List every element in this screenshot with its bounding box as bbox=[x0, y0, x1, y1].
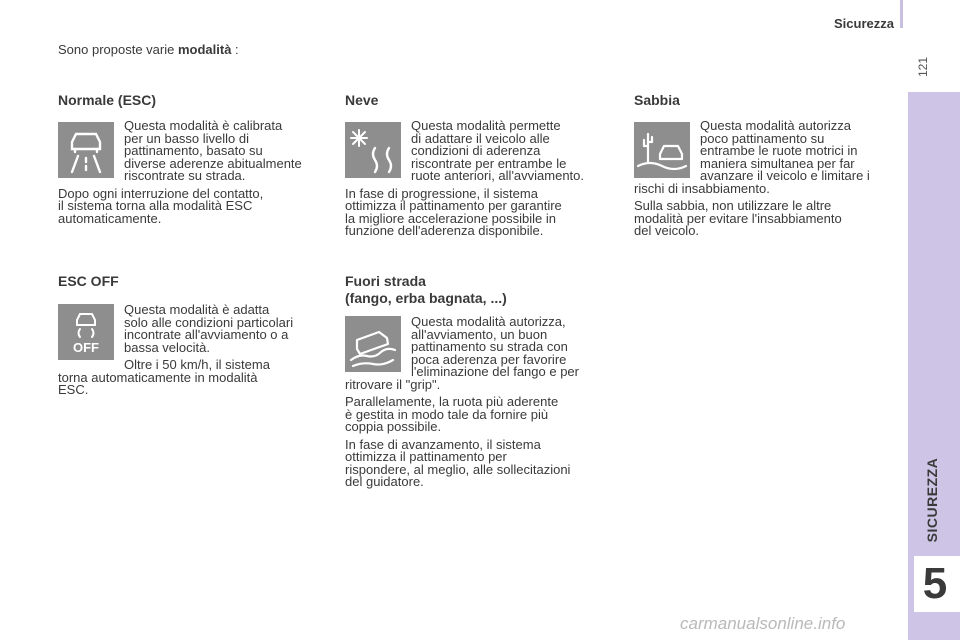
page-header-title: Sicurezza bbox=[834, 16, 894, 31]
section-title-normale: Normale (ESC) bbox=[58, 92, 157, 108]
header-divider bbox=[900, 0, 903, 28]
section-title-sabbia: Sabbia bbox=[634, 92, 680, 108]
intro-bold: modalità bbox=[177, 42, 232, 57]
neve-description: Questa modalità permette di adattare il veicolo alle condizioni di aderenza riscontrate per entrambe le ruote anteriori, all'avviamento. In fase di progressione, il sistema ottimizza il pattinamento per garantire la migliore accelerazione possibile in funzione dell'aderenza disponibile. bbox=[345, 118, 585, 238]
normale-description: Questa modalità è calibrata per un basso livello di pattinamento, basato su diverse aderenze abitualmente riscontrate su strada. Dopo ogni interruzione del contatto, il sistema torna alla modalità ESC automaticamente. bbox=[58, 118, 302, 226]
chapter-label: SICUREZZA bbox=[924, 457, 940, 543]
fuori-strada-description: Questa modalità autorizza, all'avviamento, un buon pattinamento su strada con poca aderenza per favorire l'eliminazione del fango e per ritrovare il "grip". Parallelamente, la ruota più aderente è gestita in modo tale da fornire più coppia possibile. In fase di avanzamento, il sistema ottimizza il pattinamento per rispondere, al meglio, alle sollecitazioni del guidatore. bbox=[345, 314, 579, 489]
section-title-neve: Neve bbox=[345, 92, 379, 108]
watermark: carmanualsonline.info bbox=[680, 614, 846, 633]
svg-text:OFF: OFF bbox=[73, 340, 99, 355]
chapter-number: 5 bbox=[922, 559, 948, 608]
esc-off-description: Questa modalità è adatta solo alle condizioni particolari incontrate all'avviamento o a bassa velocità. Oltre i 50 km/h, il sistema torna automaticamente in modalità ESC. bbox=[58, 302, 294, 397]
section-title-esc-off: ESC OFF bbox=[58, 273, 119, 289]
page-number: 121 bbox=[916, 56, 930, 78]
sabbia-description: Questa modalità autorizza poco pattinamento su entrambe le ruote motrici in maniera simultanea per far avanzare il veicolo e limitare i rischi di insabbiamento. Sulla sabbia, non utilizzare le altre modalità per evitare l'insabbiamento del veicolo. bbox=[634, 118, 870, 238]
intro-text: Sono proposte varie modalità : bbox=[58, 42, 239, 57]
section-title-fuori-strada: Fuori strada (fango, erba bagnata, ...) bbox=[345, 273, 507, 306]
